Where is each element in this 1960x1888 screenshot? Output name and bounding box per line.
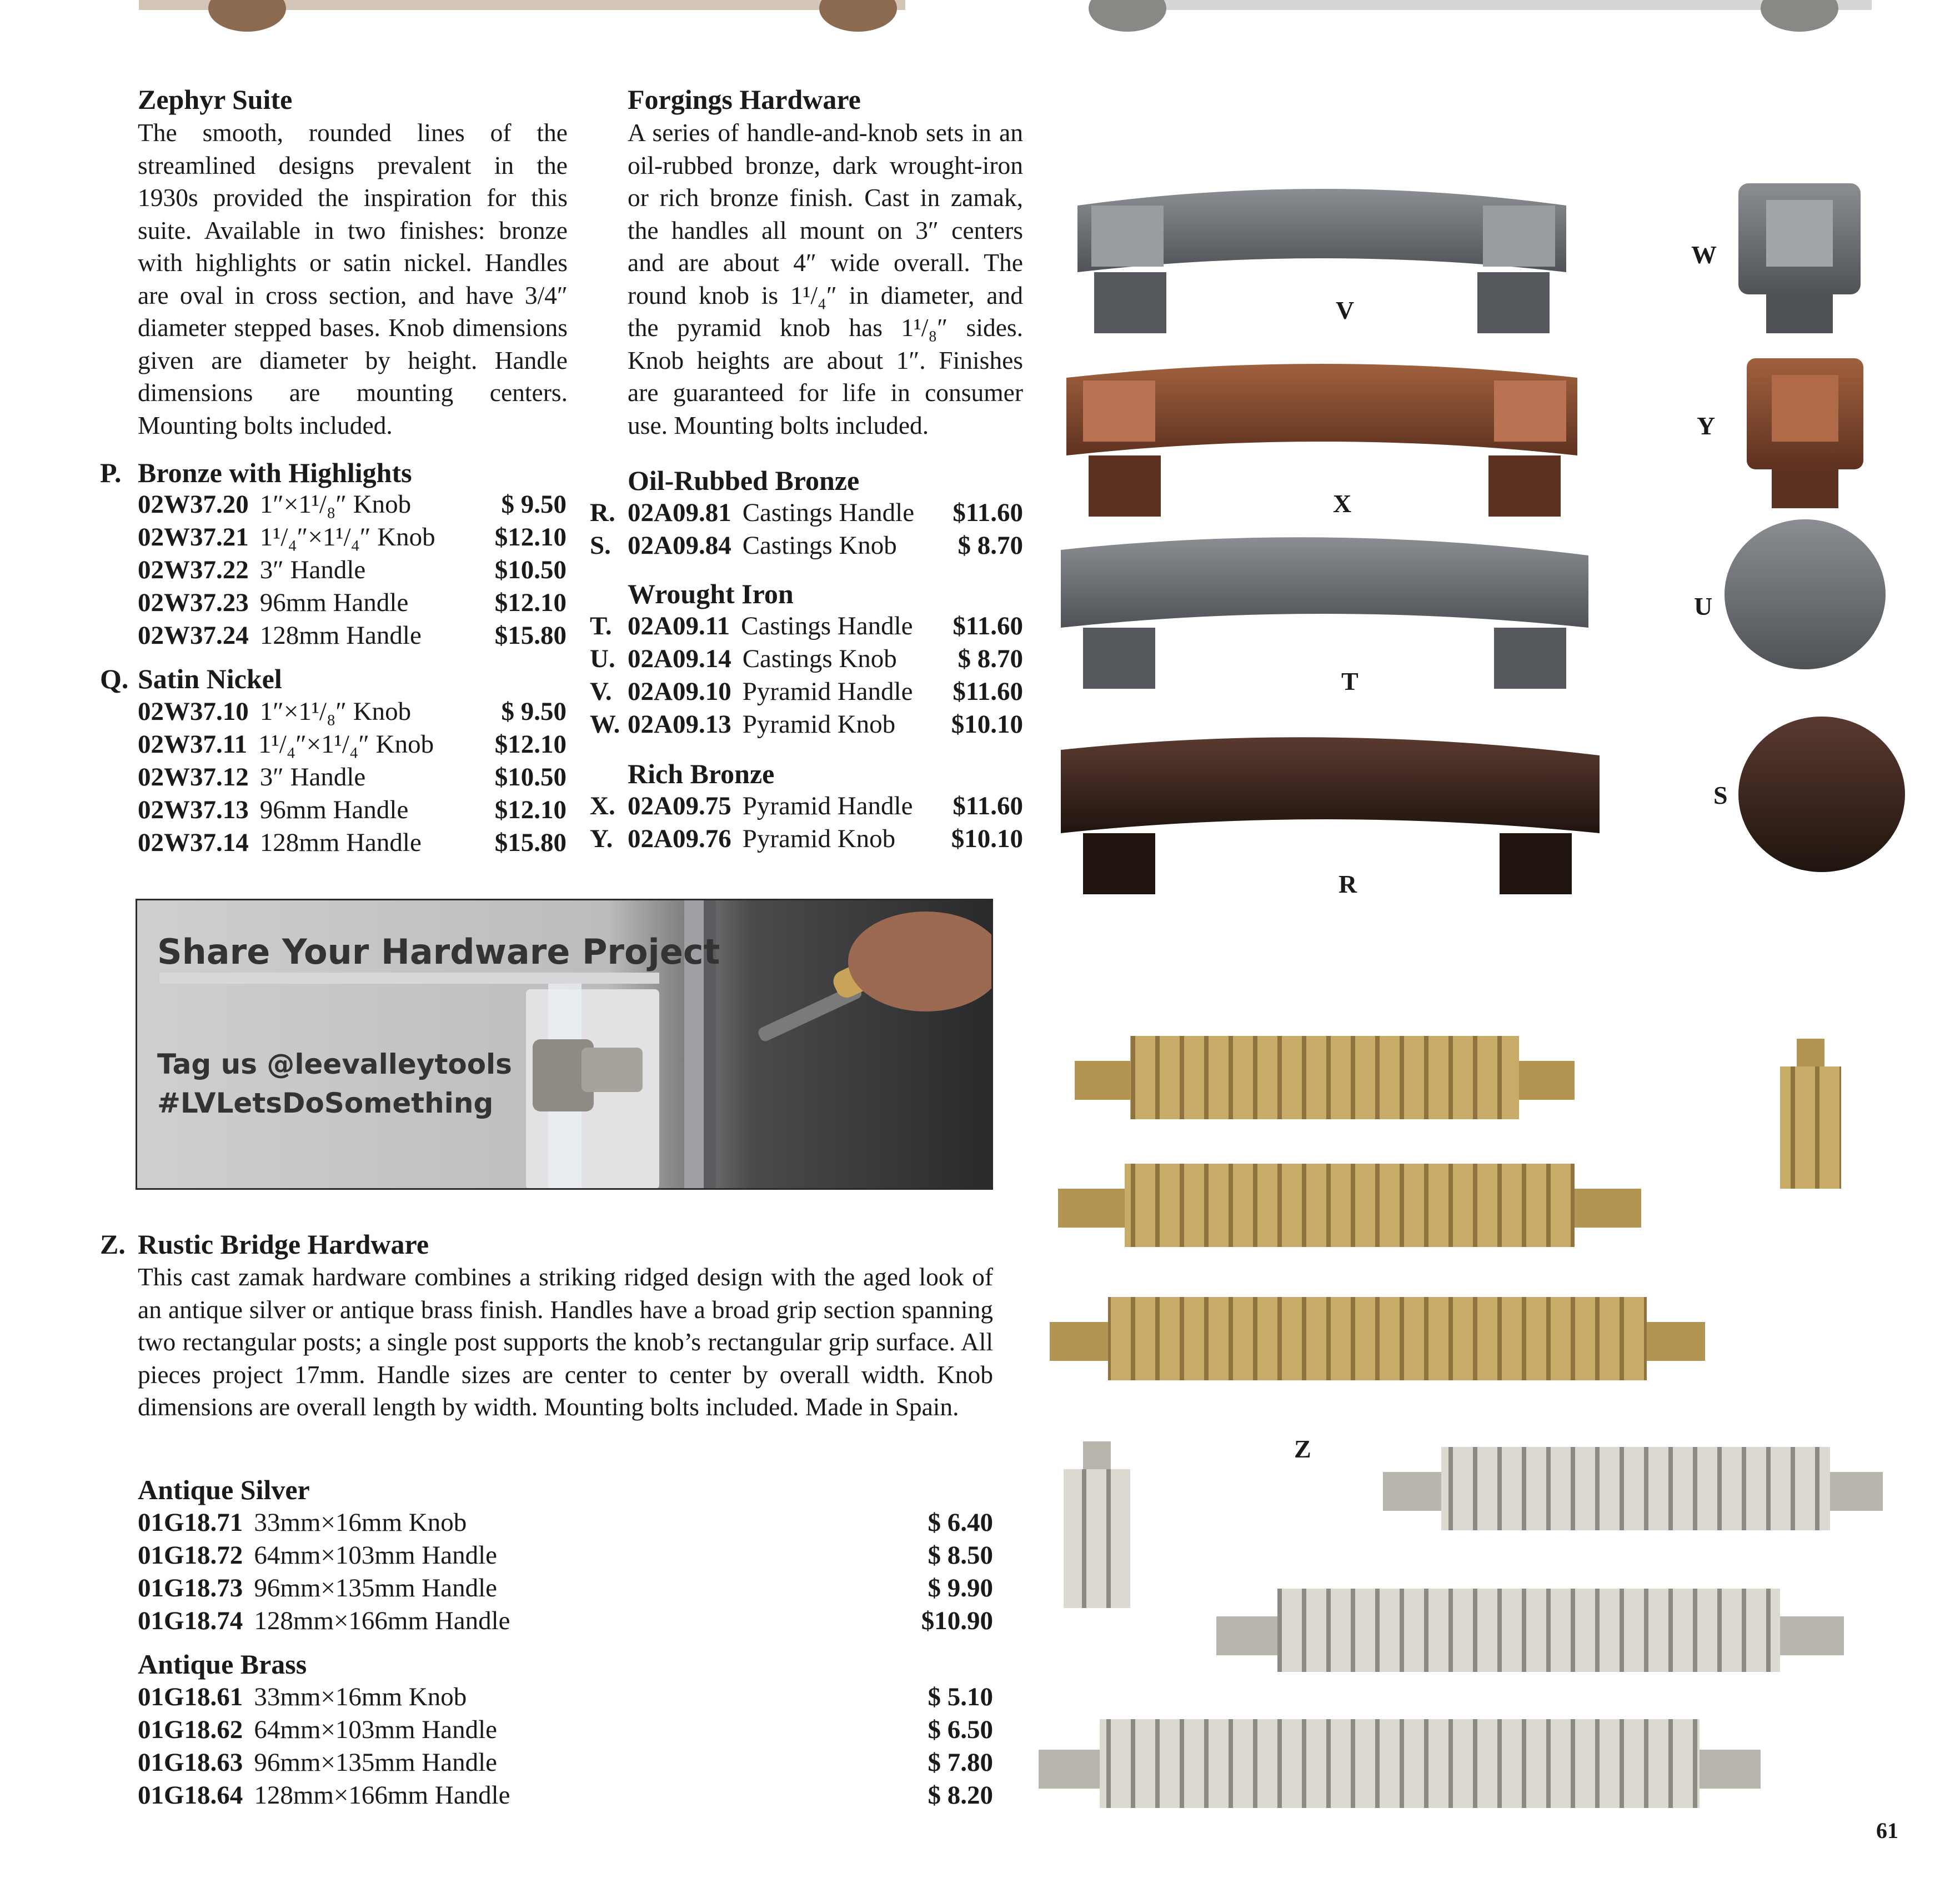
product-price: $ 9.50 <box>501 697 567 726</box>
brass-handle-large-image <box>1050 1297 1705 1380</box>
product-code: 02A09.76 <box>628 824 731 853</box>
product-price: $11.60 <box>953 792 1023 820</box>
product-price: $12.10 <box>494 588 567 617</box>
product-desc: 96mm Handle <box>259 588 409 617</box>
product-desc: 1¹/₄″×1¹/₄″ Knob <box>258 730 434 759</box>
photo-label-t: T <box>1341 667 1359 695</box>
product-desc: 96mm Handle <box>259 795 409 824</box>
product-price: $15.80 <box>494 828 567 857</box>
pyramid-handle-iron-image <box>1077 189 1566 333</box>
silver-knob-image <box>1064 1441 1130 1608</box>
brass-handle-small-image <box>1075 1036 1575 1119</box>
pyramid-knob-iron-image <box>1738 183 1861 333</box>
product-desc: 64mm×103mm Handle <box>254 1541 498 1570</box>
product-code: 02W37.10 <box>138 697 249 726</box>
product-desc: 128mm Handle <box>259 621 422 650</box>
item-letter: W. <box>590 710 620 739</box>
product-price: $ 5.10 <box>928 1682 993 1711</box>
product-code: 01G18.61 <box>138 1682 243 1711</box>
product-row <box>138 1746 993 1779</box>
product-code: 02W37.22 <box>138 555 249 584</box>
product-row <box>590 675 1023 708</box>
forgings-product-photo <box>1044 167 1911 917</box>
product-price: $10.10 <box>951 824 1023 853</box>
product-row <box>138 1572 993 1604</box>
product-price: $10.10 <box>951 710 1023 739</box>
product-code: 02W37.24 <box>138 621 249 650</box>
pyramid-handle-bronze-image <box>1066 364 1577 517</box>
promo-hashtag: #LVLetsDoSomething <box>157 1087 494 1119</box>
photo-label-s: S <box>1713 781 1728 809</box>
group-letter-p: P. <box>100 457 122 488</box>
zephyr-description: The smooth, rounded lines of the streamlined designs prevalent in the 1930s provided the inspiration for this suite. Available in two finishes: bronze with highlights or satin nickel. Handles are oval in cross section, and have 3/4″ diameter stepped bases. Knob dimensions given are diameter by height. Handle dimensions are mounting centers. Mounting bolts included. <box>138 118 568 439</box>
product-row <box>138 728 567 760</box>
product-code: 02A09.14 <box>628 644 731 673</box>
photo-label-r: R <box>1339 870 1357 898</box>
product-desc: 1″×1¹/₈″ Knob <box>259 697 412 726</box>
product-row <box>138 488 567 520</box>
product-code: 02W37.20 <box>138 490 249 519</box>
product-code: 01G18.64 <box>138 1781 243 1810</box>
product-desc: 128mm×166mm Handle <box>254 1606 510 1635</box>
group-heading-antique-brass: Antique Brass <box>138 1649 307 1680</box>
product-price: $ 9.50 <box>501 490 567 519</box>
product-desc: Castings Handle <box>742 498 915 527</box>
group-letter-q: Q. <box>100 663 129 694</box>
photo-label-y: Y <box>1697 412 1716 440</box>
product-code: 02W37.14 <box>138 828 249 857</box>
product-code: 02A09.81 <box>628 498 731 527</box>
item-letter: R. <box>590 498 615 527</box>
group-heading-antique-silver: Antique Silver <box>138 1474 310 1505</box>
product-price: $ 8.20 <box>928 1781 993 1810</box>
product-price: $15.80 <box>494 621 567 650</box>
product-desc: 33mm×16mm Knob <box>254 1682 467 1711</box>
product-row <box>138 1605 993 1637</box>
brass-handle-medium-image <box>1058 1164 1641 1247</box>
photo-label-v: V <box>1336 296 1355 324</box>
castings-knob-oil-rubbed-image <box>1738 717 1905 872</box>
product-code: 02A09.13 <box>628 710 731 739</box>
product-price: $12.10 <box>494 730 567 759</box>
group-heading-wrought-iron: Wrought Iron <box>628 578 794 609</box>
product-row <box>590 790 1023 822</box>
product-desc: 3″ Handle <box>259 763 366 792</box>
product-desc: 3″ Handle <box>259 555 366 584</box>
product-price: $ 7.80 <box>928 1748 993 1777</box>
product-row <box>590 529 1023 562</box>
product-row <box>138 1539 993 1571</box>
product-price: $10.90 <box>921 1606 993 1635</box>
photo-label-x: X <box>1333 489 1352 518</box>
product-row <box>590 643 1023 675</box>
group-heading-rich-bronze: Rich Bronze <box>628 758 775 789</box>
group-heading-oil-rubbed: Oil-Rubbed Bronze <box>628 465 860 496</box>
product-row <box>138 827 567 859</box>
rustic-title: Rustic Bridge Hardware <box>138 1229 429 1260</box>
product-code: 02W37.12 <box>138 763 249 792</box>
product-code: 02A09.84 <box>628 531 731 560</box>
product-desc: 96mm×135mm Handle <box>254 1574 498 1602</box>
product-row <box>138 1681 993 1713</box>
forgings-description: A series of handle-and-knob sets in an oil-rubbed bronze, dark wrought-iron or rich bronze finish. Cast in zamak, the handles all mount on 3″ centers and are about 4″ wide overall. The round knob is 1¹/₄″ in diameter, and the pyramid knob has 1¹/₈″ sides. Knob heights are about 1″. Finishes are guaranteed for life in consumer use. Mounting bolts included. <box>628 118 1023 439</box>
product-code: 02W37.13 <box>138 795 249 824</box>
product-desc: Pyramid Knob <box>742 710 896 739</box>
product-price: $ 9.90 <box>928 1574 993 1602</box>
product-desc: 64mm×103mm Handle <box>254 1715 498 1744</box>
product-row <box>590 823 1023 855</box>
item-letter: U. <box>590 644 615 673</box>
product-desc: Castings Handle <box>741 612 913 640</box>
group-heading-satin-nickel: Satin Nickel <box>138 663 282 694</box>
product-row <box>590 610 1023 642</box>
product-code: 02A09.75 <box>628 792 731 820</box>
brass-knob-image <box>1780 1039 1841 1189</box>
product-price: $ 8.70 <box>958 644 1023 673</box>
product-code: 01G18.73 <box>138 1574 243 1602</box>
product-row <box>138 521 567 553</box>
castings-handle-oil-rubbed-image <box>1061 737 1600 894</box>
product-price: $10.50 <box>494 555 567 584</box>
product-price: $11.60 <box>953 677 1023 706</box>
product-price: $12.10 <box>494 523 567 552</box>
photo-label-w: W <box>1691 241 1717 269</box>
product-desc: 33mm×16mm Knob <box>254 1508 467 1537</box>
group-heading-bronze: Bronze with Highlights <box>138 457 412 488</box>
castings-handle-iron-image <box>1061 537 1588 689</box>
product-price: $11.60 <box>953 612 1023 640</box>
product-row <box>138 761 567 793</box>
product-row <box>138 1506 993 1539</box>
pyramid-knob-bronze-image <box>1747 358 1863 508</box>
silver-handle-large-image <box>1039 1719 1761 1808</box>
top-handle-bases-image <box>0 0 1960 39</box>
product-desc: 1″×1¹/₈″ Knob <box>259 490 412 519</box>
product-desc: Pyramid Handle <box>742 677 913 706</box>
photo-label-u: U <box>1694 592 1713 620</box>
product-code: 02W37.23 <box>138 588 249 617</box>
product-price: $10.50 <box>494 763 567 792</box>
product-desc: Pyramid Knob <box>742 824 896 853</box>
promo-tag: Tag us @leevalleytools <box>157 1048 512 1080</box>
product-row <box>138 695 567 728</box>
product-code: 01G18.71 <box>138 1508 243 1537</box>
product-code: 01G18.62 <box>138 1715 243 1744</box>
product-price: $12.10 <box>494 795 567 824</box>
product-price: $ 8.70 <box>958 531 1023 560</box>
promo-title: Share Your Hardware Project <box>157 932 720 972</box>
product-desc: 128mm×166mm Handle <box>254 1781 510 1810</box>
item-letter: S. <box>590 531 611 560</box>
product-row <box>590 497 1023 529</box>
product-row <box>590 708 1023 740</box>
castings-knob-iron-image <box>1725 519 1886 669</box>
rustic-letter: Z. <box>100 1229 126 1260</box>
product-code: 01G18.74 <box>138 1606 243 1635</box>
product-row <box>138 554 567 586</box>
product-row <box>138 619 567 652</box>
product-desc: 1¹/₄″×1¹/₄″ Knob <box>259 523 435 552</box>
zephyr-title: Zephyr Suite <box>138 84 293 115</box>
product-price: $ 6.40 <box>928 1508 993 1537</box>
product-price: $ 8.50 <box>928 1541 993 1570</box>
product-desc: 128mm Handle <box>259 828 422 857</box>
item-letter: Y. <box>590 824 613 853</box>
product-desc: Pyramid Handle <box>742 792 913 820</box>
page-number: 61 <box>1876 1818 1898 1843</box>
product-desc: Castings Knob <box>742 531 897 560</box>
item-letter: V. <box>590 677 612 706</box>
share-project-promo[interactable] <box>136 899 993 1190</box>
product-desc: 96mm×135mm Handle <box>254 1748 498 1777</box>
product-row <box>138 794 567 826</box>
product-code: 01G18.63 <box>138 1748 243 1777</box>
product-row <box>138 1779 993 1811</box>
item-letter: X. <box>590 792 615 820</box>
product-code: 02A09.11 <box>628 612 730 640</box>
product-row <box>138 587 567 619</box>
product-code: 01G18.72 <box>138 1541 243 1570</box>
product-price: $11.60 <box>953 498 1023 527</box>
item-letter: T. <box>590 612 612 640</box>
silver-handle-medium-image <box>1216 1589 1844 1672</box>
forgings-title: Forgings Hardware <box>628 84 861 115</box>
rustic-description: This cast zamak hardware combines a striking ridged design with the aged look of an antique silver or antique brass finish. Handles have a broad grip section spanning two rectangular posts; a single post supports the knob’s rectangular grip surface. All pieces project 17mm. Handle sizes are center to center by overall width. Knob dimensions are overall length by width. Mounting bolts included. Made in Spain. <box>138 1263 993 1421</box>
product-code: 02A09.10 <box>628 677 731 706</box>
product-row <box>138 1714 993 1746</box>
rustic-product-photo <box>1033 1022 1933 1822</box>
product-code: 02W37.21 <box>138 523 249 552</box>
photo-label-z: Z <box>1294 1435 1311 1463</box>
product-code: 02W37.11 <box>138 730 248 759</box>
silver-handle-small-image <box>1383 1447 1883 1530</box>
product-price: $ 6.50 <box>928 1715 993 1744</box>
product-desc: Castings Knob <box>742 644 897 673</box>
